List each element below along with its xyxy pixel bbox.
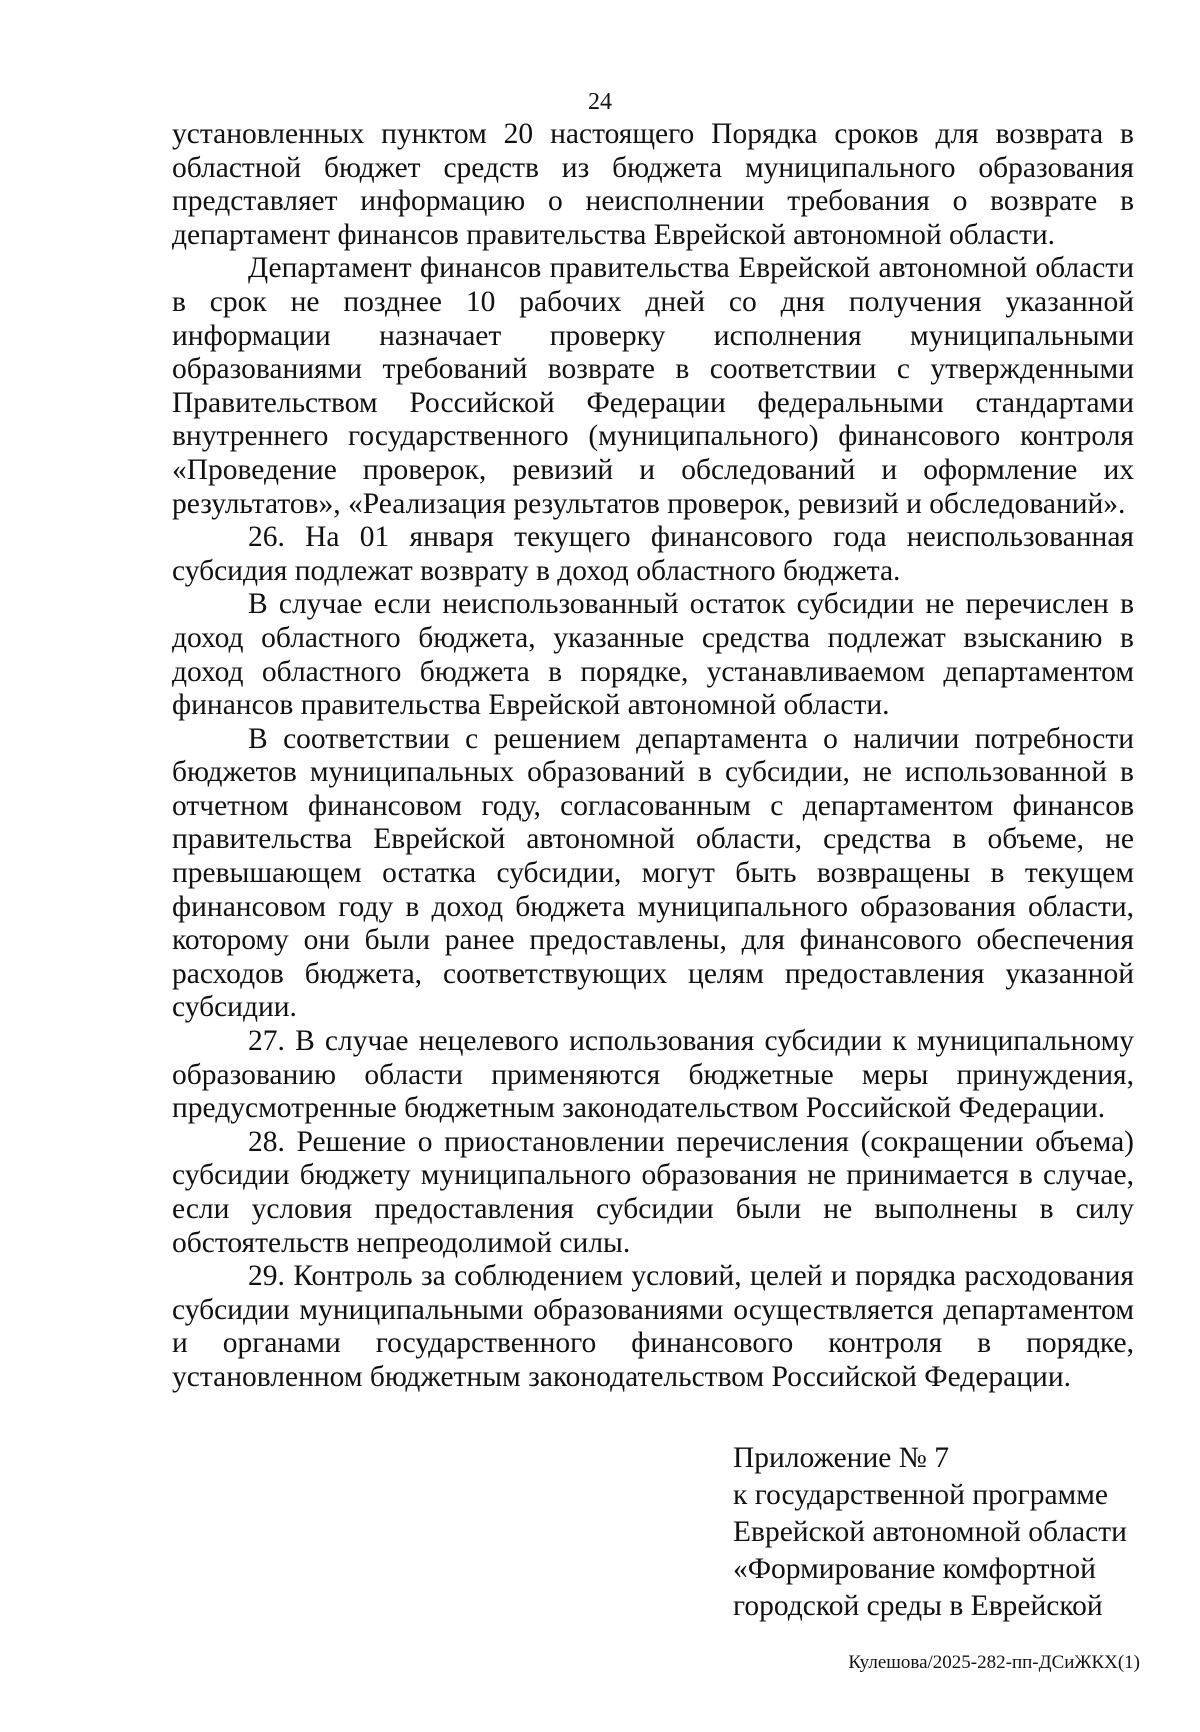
page-number: 24 <box>588 89 612 115</box>
paragraph-continuation: установленных пунктом 20 настоящего Порядка сроков для возврата в областной бюджет средств из бюджета муниципального образования представляет информацию о неисполнении требования о возврате в департамент финансов правительства Еврейской автономной области. <box>172 118 1134 251</box>
document-footer-code: Кулешова/2025-282-пп-ДСиЖКХ(1) <box>848 1652 1140 1673</box>
appendix-line: «Формирование комфортной <box>733 1553 1096 1585</box>
document-body <box>172 118 1134 1395</box>
paragraph-clause-28: 28. Решение о приостановлении перечисления (сокращении объема) субсидии бюджету муниципального образования не принимается в случае, если условия предоставления субсидии были не выполнены в силу обстоятельств непреодолимой силы. <box>172 1125 1134 1259</box>
paragraph-unused-balance: В случае если неиспользованный остаток субсидии не перечислен в доход областного бюджета, указанные средства подлежат взысканию в доход областного бюджета в порядке, устанавливаемом департаментом финансов правительства Еврейской автономной области. <box>172 588 1134 722</box>
paragraph-clause-27: 27. В случае нецелевого использования субсидии к муниципальному образованию области применяются бюджетные меры принуждения, предусмотренные бюджетным законодательством Российской Федерации. <box>172 1025 1134 1125</box>
appendix-line: к государственной программе <box>733 1479 1108 1511</box>
appendix-heading <box>733 1440 1153 1625</box>
paragraph-return-decision: В соответствии с решением департамента о наличии потребности бюджетов муниципальных образований в субсидии, не использованной в отчетном финансовом году, согласованным с департаментом финансов правительства Еврейской автономной области, средства в объеме, не превышающем остатка субсидии, могут быть возвращены в текущем финансовом году в доход бюджета муниципального образования области, которому они были ранее предоставлены, для финансового обеспечения расходов бюджета, соответствующих целям предоставления указанной субсидии. <box>172 722 1134 1024</box>
paragraph-department-check: Департамент финансов правительства Еврейской автономной области в срок не позднее 10 рабочих дней со дня получения указанной информации назначает проверку исполнения муниципальными образованиями требований возврате в соответствии с утвержденными Правительством Российской Федерации федеральными стандартами внутреннего государственного (муниципального) финансового контроля «Проведение проверок, ревизий и обследований и оформление их результатов», «Реализация результатов проверок, ревизий и обследований». <box>172 252 1134 520</box>
appendix-line: Еврейской автономной области <box>733 1516 1127 1548</box>
appendix-line: Приложение № 7 <box>733 1442 949 1474</box>
paragraph-clause-29: 29. Контроль за соблюдением условий, целей и порядка расходования субсидии муниципальными образованиями осуществляется департаментом и органами государственного финансового контроля в порядке, установленном бюджетным законодательством Российской Федерации. <box>172 1260 1134 1393</box>
appendix-line: городской среды в Еврейской <box>733 1590 1103 1622</box>
paragraph-clause-26: 26. На 01 января текущего финансового года неиспользованная субсидия подлежат возврату в доход областного бюджета. <box>172 521 1134 587</box>
